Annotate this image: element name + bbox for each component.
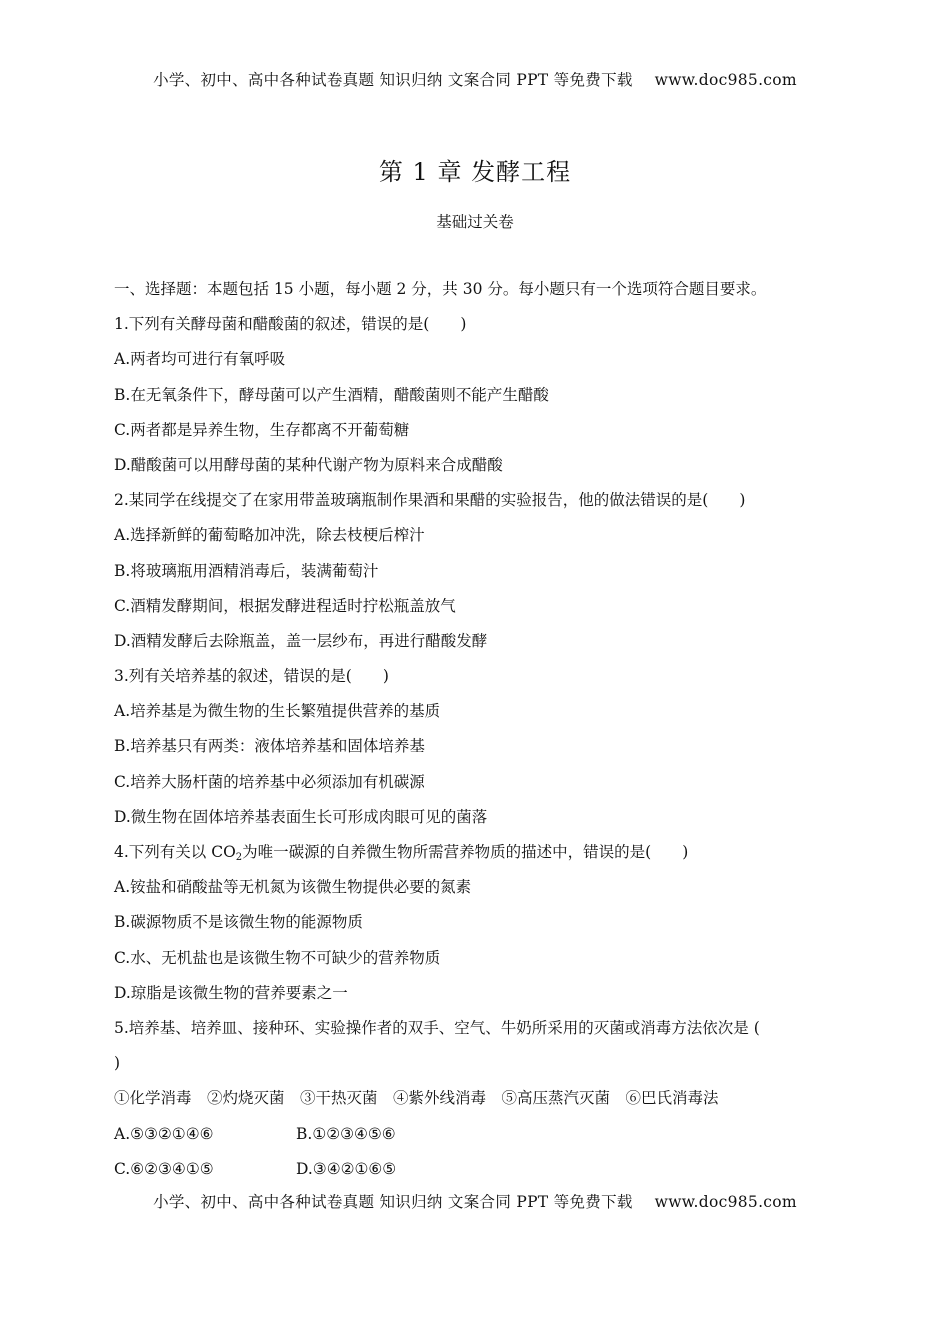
q2-option-d: D.酒精发酵后去除瓶盖，盖一层纱布，再进行醋酸发酵 — [114, 631, 488, 650]
q2-option-a: A.选择新鲜的葡萄略加冲洗，除去枝梗后榨汁 — [114, 526, 425, 545]
q4-stem-pre: 4.下列有关以 CO — [114, 843, 236, 861]
q4-option-a: A.铵盐和硝酸盐等无机氮为该微生物提供必要的氮素 — [114, 878, 472, 897]
q5-options-row-2 — [114, 1152, 834, 1187]
q1-option-c: C.两者都是异养生物，生存都离不开葡萄糖 — [114, 420, 410, 439]
footer-url[interactable]: www.doc985.com — [654, 1193, 797, 1211]
q5-methods: ①化学消毒 ②灼烧灭菌 ③干热灭菌 ④紫外线消毒 ⑤高压蒸汽灭菌 ⑥巴氏消毒法 — [114, 1089, 719, 1108]
q5-option-b: B.①②③④⑤⑥ — [296, 1124, 396, 1143]
page-header — [0, 68, 950, 90]
q2-stem: 2.某同学在线提交了在家用带盖玻璃瓶制作果酒和果醋的实验报告，他的做法错误的是( ) — [114, 491, 746, 510]
q5-option-a: A.⑤③②①④⑥ — [114, 1124, 214, 1143]
q1-option-a: A.两者均可进行有氧呼吸 — [114, 350, 286, 369]
q3-option-b: B.培养基只有两类：液体培养基和固体培养基 — [114, 737, 425, 756]
q1-option-b: B.在无氧条件下，酵母菌可以产生酒精，醋酸菌则不能产生醋酸 — [114, 385, 549, 404]
q3-stem: 3.列有关培养基的叙述，错误的是( ) — [114, 667, 389, 686]
q2-option-c: C.酒精发酵期间，根据发酵进程适时拧松瓶盖放气 — [114, 596, 456, 615]
q2-option-b: B.将玻璃瓶用酒精消毒后，装满葡萄汁 — [114, 561, 379, 580]
q1-stem: 1.下列有关酵母菌和醋酸菌的叙述，错误的是( ) — [114, 315, 467, 334]
q5-options-row-1 — [114, 1117, 834, 1152]
q5-stem: 5.培养基、培养皿、接种环、实验操作者的双手、空气、牛奶所采用的灭菌或消毒方法依次是 ( — [114, 1018, 760, 1037]
section-heading: 一、选择题：本题包括 15 小题，每小题 2 分，共 30 分。每小题只有一个选项符合题目要求。 — [114, 280, 767, 298]
footer-text: 小学、初中、高中各种试卷真题 知识归纳 文案合同 PPT 等免费下载 — [153, 1193, 633, 1211]
header-url[interactable]: www.doc985.com — [654, 71, 797, 89]
header-text: 小学、初中、高中各种试卷真题 知识归纳 文案合同 PPT 等免费下载 — [153, 71, 633, 89]
q4-option-c: C.水、无机盐也是该微生物不可缺少的营养物质 — [114, 948, 441, 967]
page-footer — [0, 1190, 950, 1212]
q3-option-c: C.培养大肠杆菌的培养基中必须添加有机碳源 — [114, 772, 425, 791]
q4-stem-subscript: 2 — [235, 852, 243, 863]
q3-option-a: A.培养基是为微生物的生长繁殖提供营养的基质 — [114, 702, 441, 721]
q5-option-c: C.⑥②③④①⑤ — [114, 1159, 214, 1178]
question-list — [114, 272, 834, 1187]
q5-option-d: D.③④②①⑥⑤ — [296, 1159, 397, 1178]
q4-option-d: D.琼脂是该微生物的营养要素之一 — [114, 983, 348, 1002]
q1-option-d: D.醋酸菌可以用酵母菌的某种代谢产物为原料来合成醋酸 — [114, 455, 503, 474]
q3-option-d: D.微生物在固体培养基表面生长可形成肉眼可见的菌落 — [114, 807, 488, 826]
q4-stem-post: 为唯一碳源的自养微生物所需营养物质的描述中，错误的是( ) — [242, 843, 689, 861]
page-title: 第 1 章 发酵工程 — [378, 158, 572, 186]
q4-stem — [114, 835, 834, 870]
q5-stem-continued: ) — [114, 1054, 121, 1073]
q4-option-b: B.碳源物质不是该微生物的能源物质 — [114, 913, 363, 932]
page-subtitle: 基础过关卷 — [436, 213, 514, 231]
